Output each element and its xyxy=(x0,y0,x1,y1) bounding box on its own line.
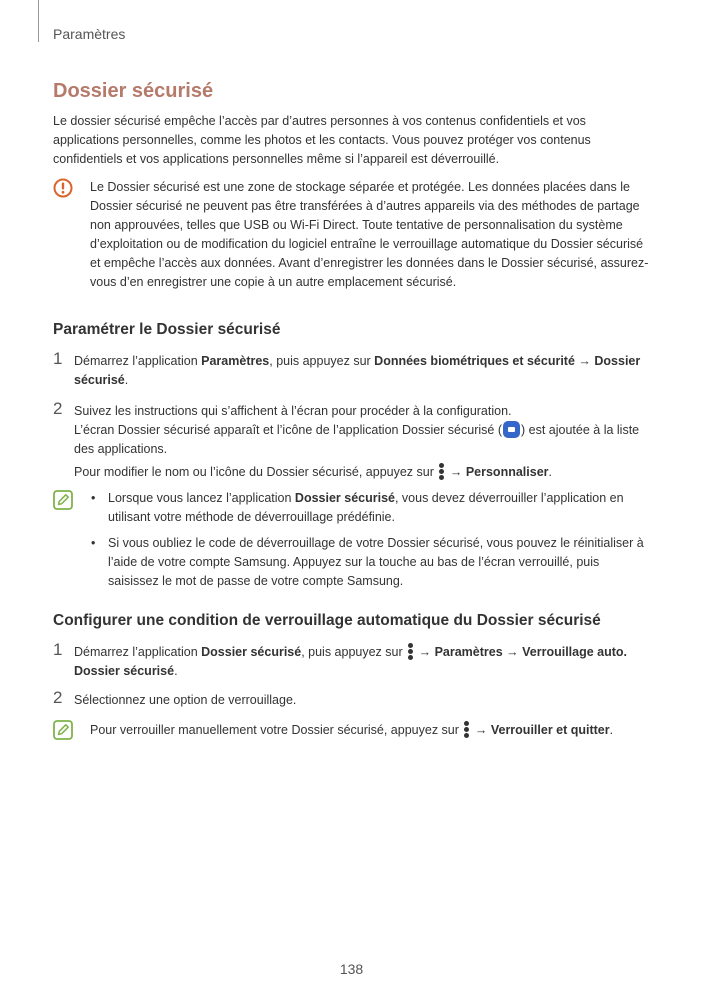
margin-line xyxy=(38,0,39,42)
setup-step-2 xyxy=(53,399,653,482)
bullet: • xyxy=(91,536,96,550)
step-number: 1 xyxy=(53,349,63,368)
step-text: , puis appuyez sur xyxy=(301,645,407,659)
step-text: . xyxy=(548,465,552,479)
menu-label: Dossier sécurisé xyxy=(294,491,395,505)
step-text: Démarrez l’application xyxy=(74,645,202,659)
step-number: 2 xyxy=(53,688,63,707)
bullet: • xyxy=(91,491,96,505)
note-text: Si vous oubliez le code de déverrouillage de votre Dossier sécurisé, vous pouvez le réinitialiser à l’aide de votre compte Samsung. Appuyez sur la touche au bas de l’écran verrouillé, puis saisissez le mot de passe de votre compte Samsung. xyxy=(108,536,644,588)
step-text: Démarrez l’application xyxy=(74,354,202,368)
note-block-2 xyxy=(53,720,653,740)
page-number: 138 xyxy=(339,961,364,977)
autolock-step-2 xyxy=(53,688,653,710)
page-title: Dossier sécurisé xyxy=(53,80,214,102)
list-item xyxy=(90,489,653,527)
step-text: , puis appuyez sur xyxy=(269,354,375,368)
more-options-icon xyxy=(464,721,469,738)
step-text: Pour modifier le nom ou l’icône du Dossier sécurisé, appuyez sur xyxy=(74,465,438,479)
step-text: Suivez les instructions qui s’affichent à l’écran pour procéder à la configuration. xyxy=(74,404,512,418)
intro-paragraph: Le dossier sécurisé empêche l’accès par d’autres personnes à vos contenus confidentiels et vos applications personnelles, comme les photos et les contacts. Vous pouvez protéger vos contenus confidentiels et vos applications personnelles même si l’appareil est déverrouillé. xyxy=(53,114,591,166)
menu-label: Dossier sécurisé xyxy=(201,645,302,659)
page-content xyxy=(53,80,653,740)
note-block xyxy=(53,489,653,591)
warning-text: Le Dossier sécurisé est une zone de stockage séparée et protégée. Les données placées dans le Dossier sécurisé ne peuvent pas être transférées à d’autres appareils via des méthodes de partage non approuvées, telles que USB ou Wi-Fi Direct. Toute tentative de personnalisation du système d’exploitation ou de modification du logiciel entraîne le verrouillage automatique du Dossier sécurisé et empêche l’accès aux données. Avant d’enregistrer les données dans le Dossier sécurisé, assurez-vous d’en enregistrer une copie à un autre emplacement sécurisé. xyxy=(90,180,649,289)
note-text: Lorsque vous lancez l’application xyxy=(108,491,295,505)
arrow: → xyxy=(502,645,523,659)
note-text: Pour verrouiller manuellement votre Dossier sécurisé, appuyez sur xyxy=(90,723,463,737)
step-number: 2 xyxy=(53,399,63,418)
section-heading-setup: Paramétrer le Dossier sécurisé xyxy=(53,321,281,338)
step-text: L’écran Dossier sécurisé apparaît et l’icône de l’application Dossier sécurisé ( xyxy=(74,423,502,437)
note-text: . xyxy=(609,723,614,737)
step-text: ) est ajoutée à la liste des applications. xyxy=(74,423,640,456)
setup-step-1 xyxy=(53,349,653,390)
list-item xyxy=(90,534,653,591)
arrow: → xyxy=(446,465,466,479)
note-text: , vous devez déverrouiller l’application en utilisant votre méthode de déverrouillage prédéfinie. xyxy=(108,491,624,524)
arrow: → xyxy=(574,354,595,368)
step-number: 1 xyxy=(53,640,63,659)
note-pencil-icon xyxy=(53,720,73,740)
menu-label: Verrouiller et quitter xyxy=(490,723,610,737)
menu-label: Verrouillage auto. Dossier sécurisé xyxy=(74,645,628,678)
autolock-step-1 xyxy=(53,640,653,681)
step-text: . xyxy=(124,373,129,387)
arrow: → xyxy=(471,723,491,737)
warning-block xyxy=(53,178,653,292)
step-text: Sélectionnez une option de verrouillage. xyxy=(74,693,297,707)
menu-label: Personnaliser xyxy=(465,465,549,479)
note-list xyxy=(90,489,653,591)
section-heading-autolock: Configurer une condition de verrouillage automatique du Dossier sécurisé xyxy=(53,612,601,629)
more-options-icon xyxy=(439,463,444,480)
menu-label: Paramètres xyxy=(201,354,270,368)
note-pencil-icon xyxy=(53,490,73,510)
running-header: Paramètres xyxy=(53,26,126,42)
menu-label: Dossier sécurisé xyxy=(74,354,641,387)
secure-folder-app-icon xyxy=(503,421,520,438)
menu-label: Paramètres xyxy=(434,645,503,659)
warning-icon xyxy=(53,178,73,198)
more-options-icon xyxy=(408,643,413,660)
menu-label: Données biométriques et sécurité xyxy=(374,354,575,368)
step-text: . xyxy=(174,664,178,678)
arrow: → xyxy=(415,645,435,659)
